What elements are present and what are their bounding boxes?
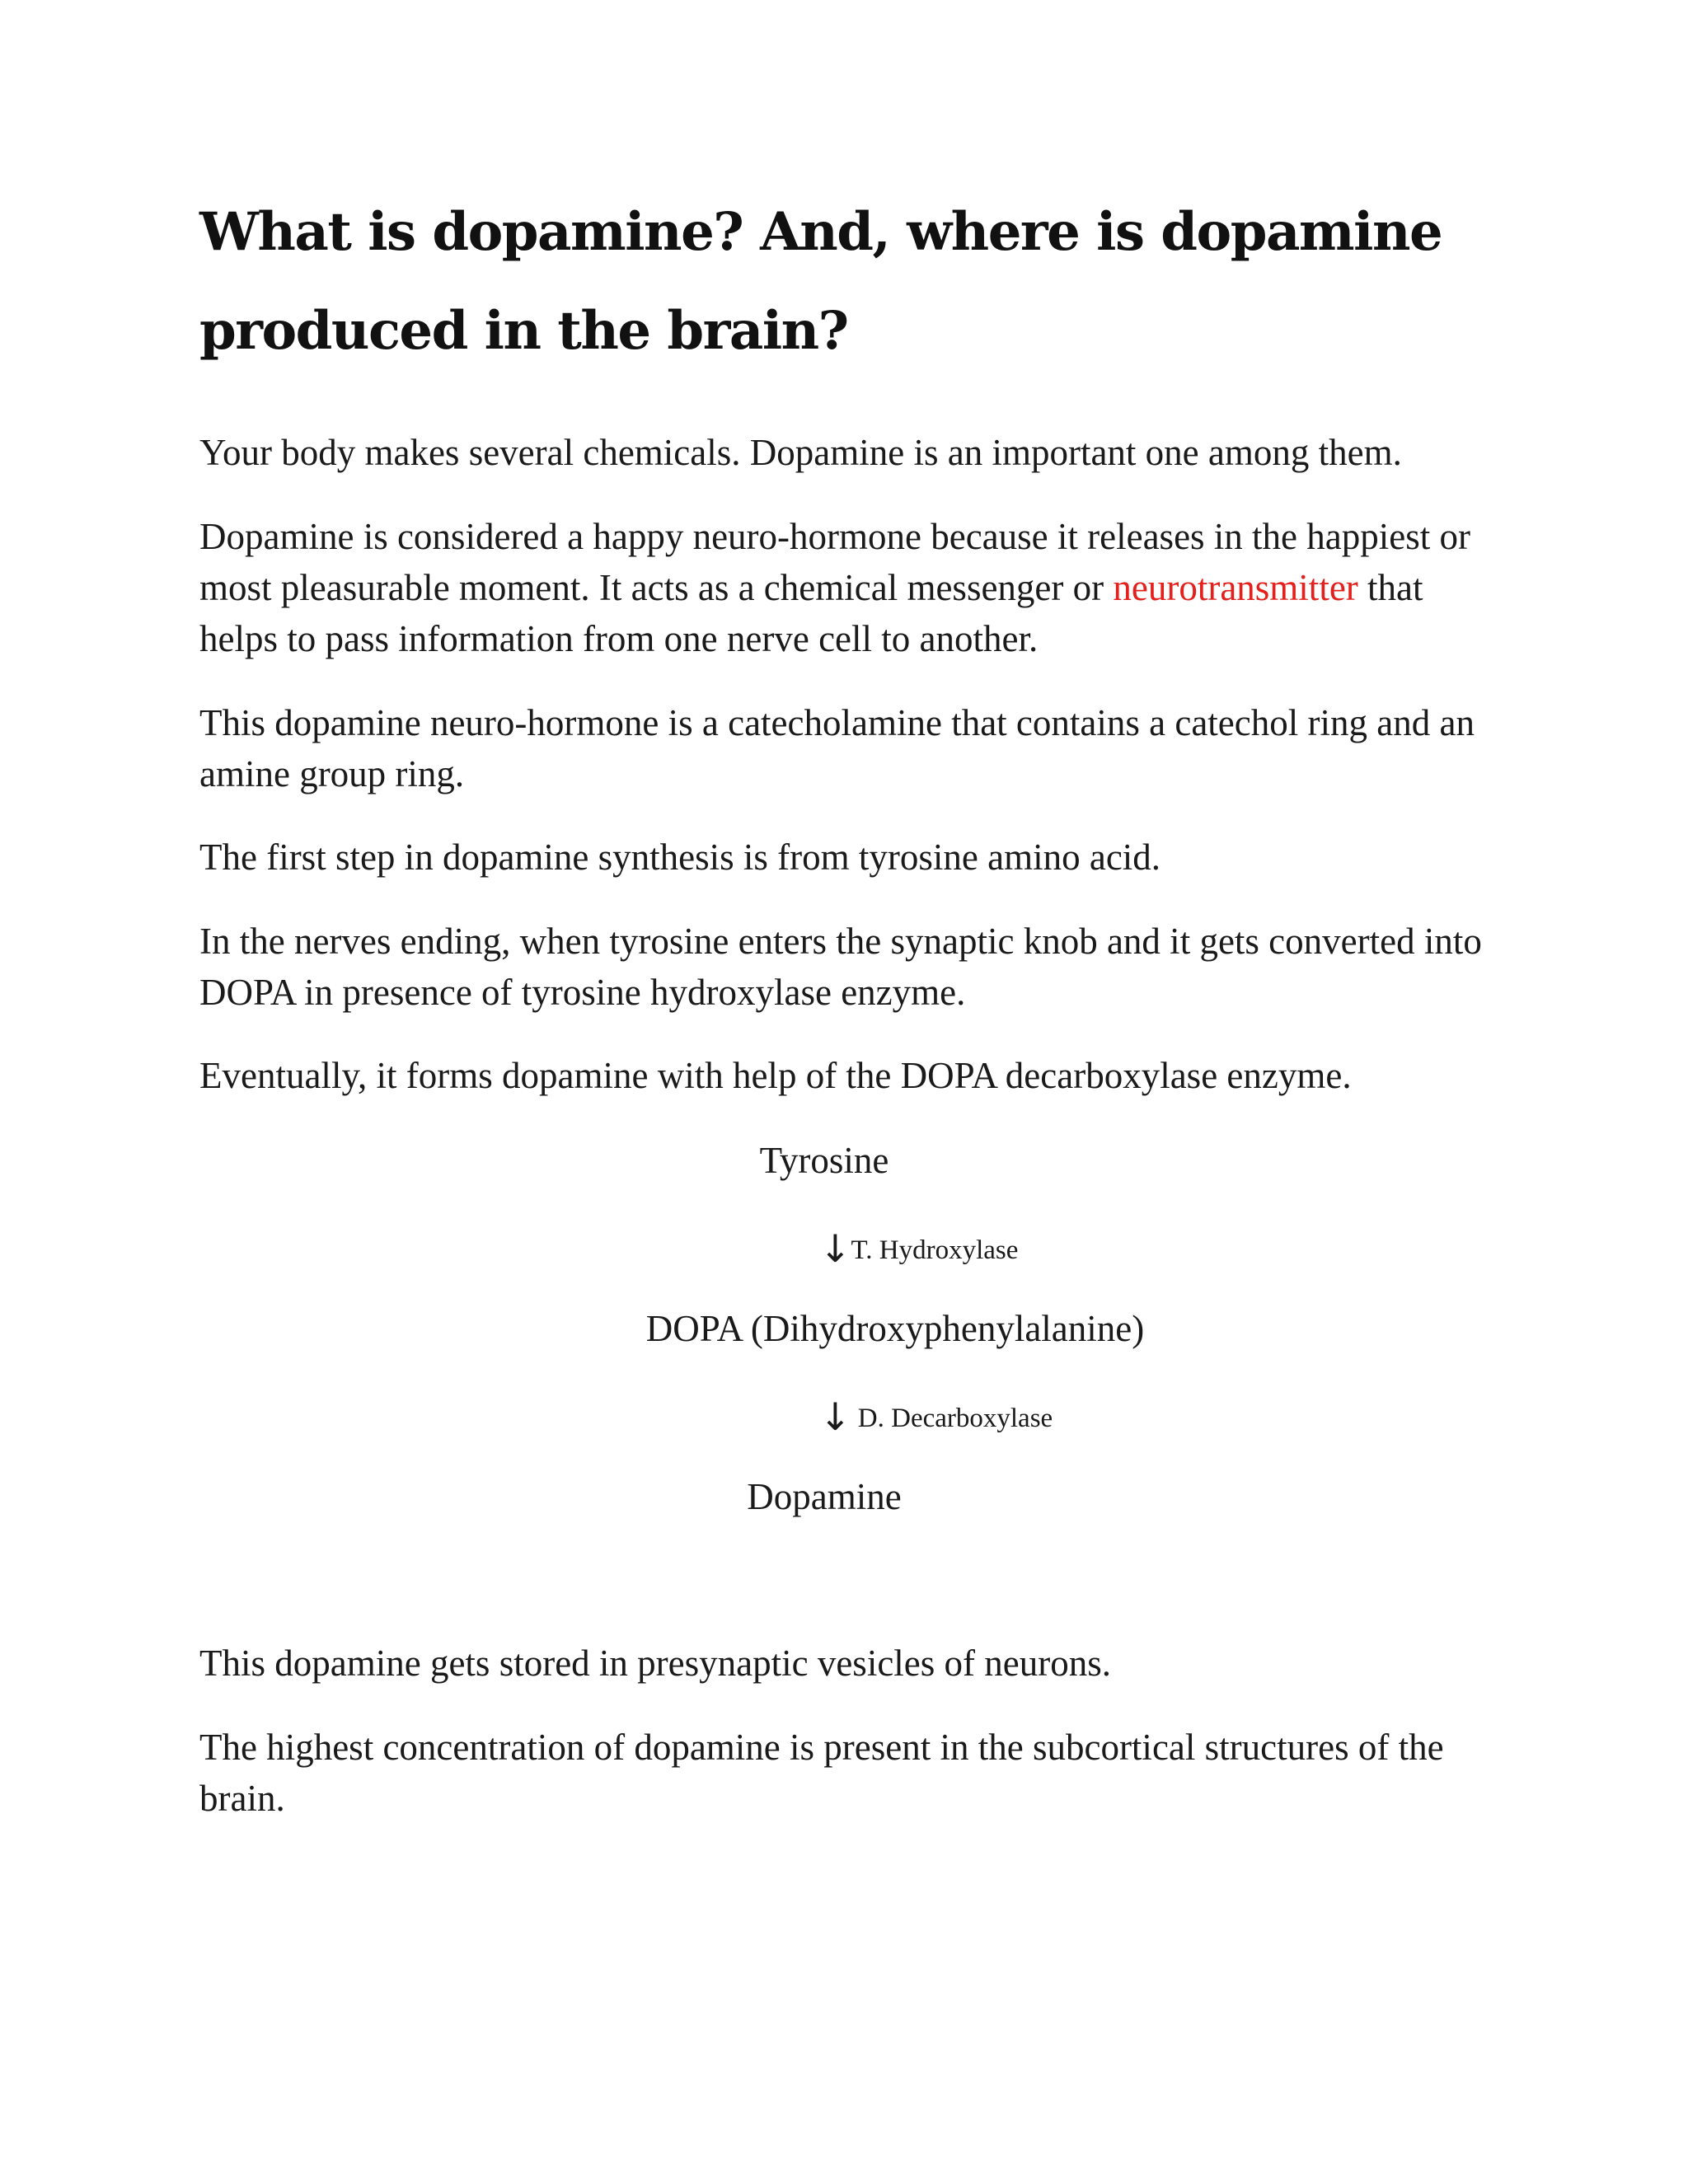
page-title: What is dopamine? And, where is dopamine produced in the brain? <box>199 201 1442 362</box>
paragraph-tyrosine-conversion: In the nerves ending, when tyrosine enters the synaptic knob and it gets converted into DOPA in presence of tyrosine hydroxylase enzyme. <box>199 921 1482 1013</box>
paragraph-happy-hormone <box>199 511 1502 664</box>
down-arrow-icon: ↓ <box>819 1394 851 1439</box>
enzyme-hydroxylase: T. Hydroxylase <box>851 1235 1019 1265</box>
pathway-dopa: DOPA (Dihydroxyphenylalanine) <box>645 1308 1145 1349</box>
paragraph-text: Dopamine is considered a happy neuro-hormone because it releases in the happiest or most pleasurable moment. It acts as a chemical messenger or <box>199 516 1470 608</box>
enzyme-decarboxylase: D. Decarboxylase <box>857 1404 1053 1433</box>
neurotransmitter-link[interactable]: neurotransmitter <box>1113 567 1358 608</box>
down-arrow-icon: ↓ <box>819 1226 851 1271</box>
pathway-tyrosine: Tyrosine <box>759 1140 889 1181</box>
paragraph-vesicles: This dopamine gets stored in presynaptic vesicles of neurons. <box>199 1643 1111 1684</box>
paragraph-concentration: The highest concentration of dopamine is present in the subcortical structures of the brain. <box>199 1727 1444 1819</box>
paragraph-body-chemicals: Your body makes several chemicals. Dopamine is an important one among them. <box>199 432 1402 473</box>
paragraph-catecholamine: This dopamine neuro-hormone is a catecholamine that contains a catechol ring and an amine group ring. <box>199 702 1475 794</box>
paragraph-text: that helps to pass information from one nerve cell to another. <box>199 567 1423 659</box>
paragraph-decarboxylase: Eventually, it forms dopamine with help of the DOPA decarboxylase enzyme. <box>199 1055 1352 1096</box>
pathway-dopamine: Dopamine <box>747 1476 902 1517</box>
paragraph-synthesis-step: The first step in dopamine synthesis is from tyrosine amino acid. <box>199 837 1161 878</box>
pathway-step-hydroxylase <box>819 1228 1018 1271</box>
pathway-step-decarboxylase <box>819 1396 1053 1439</box>
